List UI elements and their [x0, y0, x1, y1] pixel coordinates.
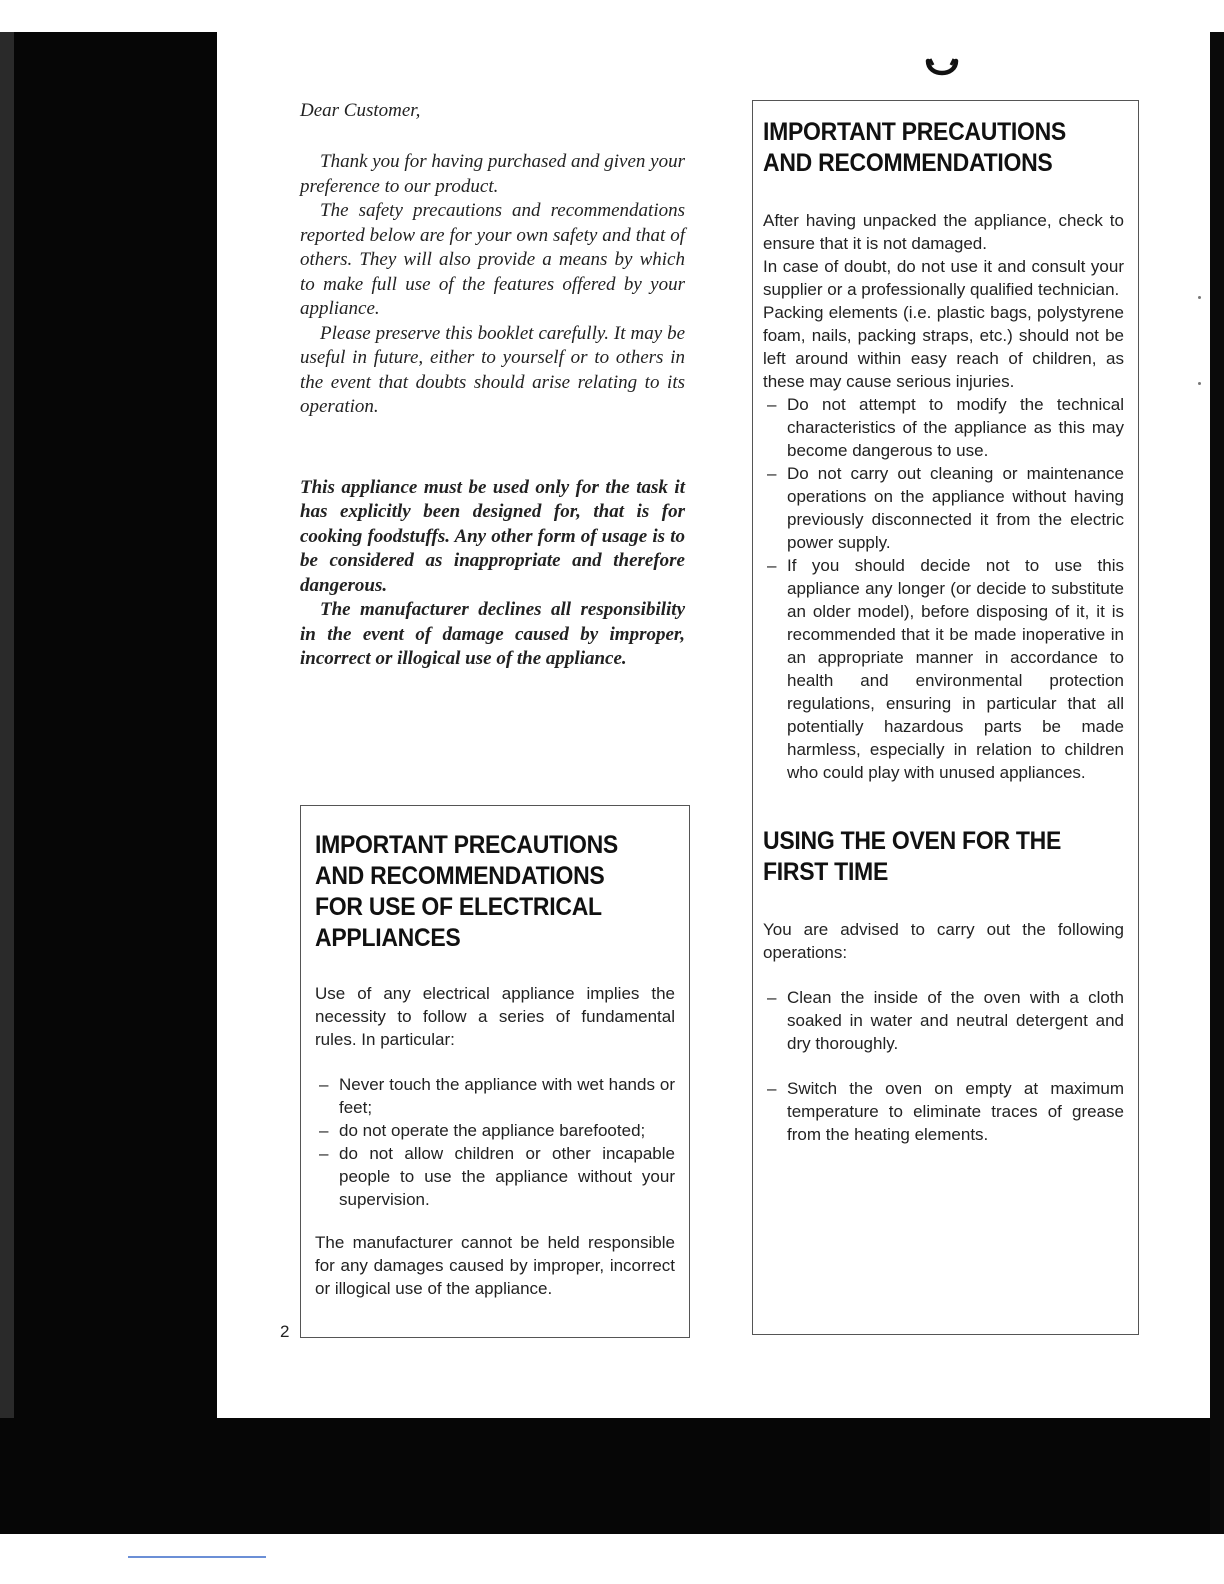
- intended-use-paragraph: This appliance must be used only for the task it has explicitly been designed for, that is for cooking foodstuffs. Any other form of usage is to be considered as inappropriate and therefore dangerous.: [300, 476, 685, 596]
- intro-paragraph: Thank you for having purchased and given your preference to our product.: [300, 151, 685, 197]
- list-item: – Never touch the appliance with wet hands or feet;: [315, 1073, 675, 1119]
- scan-speck: [1198, 296, 1201, 299]
- precautions-paragraph: Packing elements (i.e. plastic bags, polystyrene foam, nails, packing straps, etc.) should not be left around within easy reach of children, as these may cause serious injuries.: [763, 303, 1124, 391]
- precautions-box: [752, 100, 1139, 1335]
- scan-edge-left: [0, 32, 14, 1534]
- link-underline[interactable]: [128, 1556, 266, 1558]
- list-item: – do not allow children or other incapable people to use the appliance without your supervision.: [315, 1142, 675, 1211]
- electrical-heading: IMPORTANT PRECAUTIONS AND RECOMMENDATIONS FOR USE OF ELECTRICAL APPLIANCES: [315, 831, 619, 952]
- scan-speck: [1198, 382, 1201, 385]
- precautions-list: [763, 393, 1124, 784]
- intended-use-notice: [300, 476, 685, 672]
- page-number: 2: [280, 1322, 290, 1341]
- precautions-heading: IMPORTANT PRECAUTIONS AND RECOMMENDATIONS: [763, 118, 1067, 177]
- salutation: Dear Customer,: [300, 100, 421, 121]
- customer-letter: [300, 100, 685, 672]
- list-item: – Do not carry out cleaning or maintenance operations on the appliance without having previously disconnected it from the electric power supply.: [763, 462, 1124, 554]
- intro-text: [300, 150, 685, 420]
- list-item: – Do not attempt to modify the technical characteristics of the appliance as this may become dangerous to use.: [763, 393, 1124, 462]
- first-use-heading: USING THE OVEN FOR THE FIRST TIME: [763, 827, 1062, 886]
- precautions-paragraph: After having unpacked the appliance, check to ensure that it is not damaged.: [763, 211, 1124, 253]
- electrical-rules-list: [315, 1073, 675, 1211]
- precautions-text: [763, 209, 1124, 393]
- first-use-list: [763, 986, 1124, 1146]
- precautions-paragraph: In case of doubt, do not use it and consult your supplier or a professionally qualified technician.: [763, 257, 1124, 299]
- list-item: – If you should decide not to use this appliance any longer (or decide to substitute an older model), before disposing of it, it is recommended that it be made inoperative in an appropriate manner in accordance to health and environmental protection regulations, ensuring in particular that all potentially hazardous parts be made harmless, especially in relation to children who could play with unused appliances.: [763, 554, 1124, 784]
- scan-border-right: [1210, 32, 1224, 1534]
- first-use-intro: You are advised to carry out the following operations:: [763, 920, 1124, 962]
- scan-border-bottom: [0, 1418, 1224, 1534]
- list-item: – do not operate the appliance barefooted;: [315, 1119, 675, 1142]
- scan-border-left: [0, 32, 217, 1534]
- intro-paragraph: The safety precautions and recommendations reported below are for your own safety and that of others. They will also provide a means by which to make full use of the features offered by your appliance.: [300, 200, 685, 319]
- electrical-precautions-box: [300, 805, 690, 1338]
- electrical-note: The manufacturer cannot be held responsible for any damages caused by improper, incorrect or illogical use of the appliance.: [315, 1233, 675, 1298]
- list-item: – Clean the inside of the oven with a cloth soaked in water and neutral detergent and dry thoroughly.: [763, 986, 1124, 1055]
- brand-logo-icon: [920, 55, 964, 85]
- electrical-intro: Use of any electrical appliance implies the necessity to follow a series of fundamental rules. In particular:: [315, 984, 675, 1049]
- intro-paragraph: Please preserve this booklet carefully. It may be useful in future, either to yourself or to others in the event that doubts should arise relating to its operation.: [300, 322, 685, 417]
- liability-paragraph: The manufacturer declines all responsibility in the event of damage caused by improper, incorrect or illogical use of the appliance.: [300, 599, 685, 669]
- list-item: – Switch the oven on empty at maximum temperature to eliminate traces of grease from the heating elements.: [763, 1077, 1124, 1146]
